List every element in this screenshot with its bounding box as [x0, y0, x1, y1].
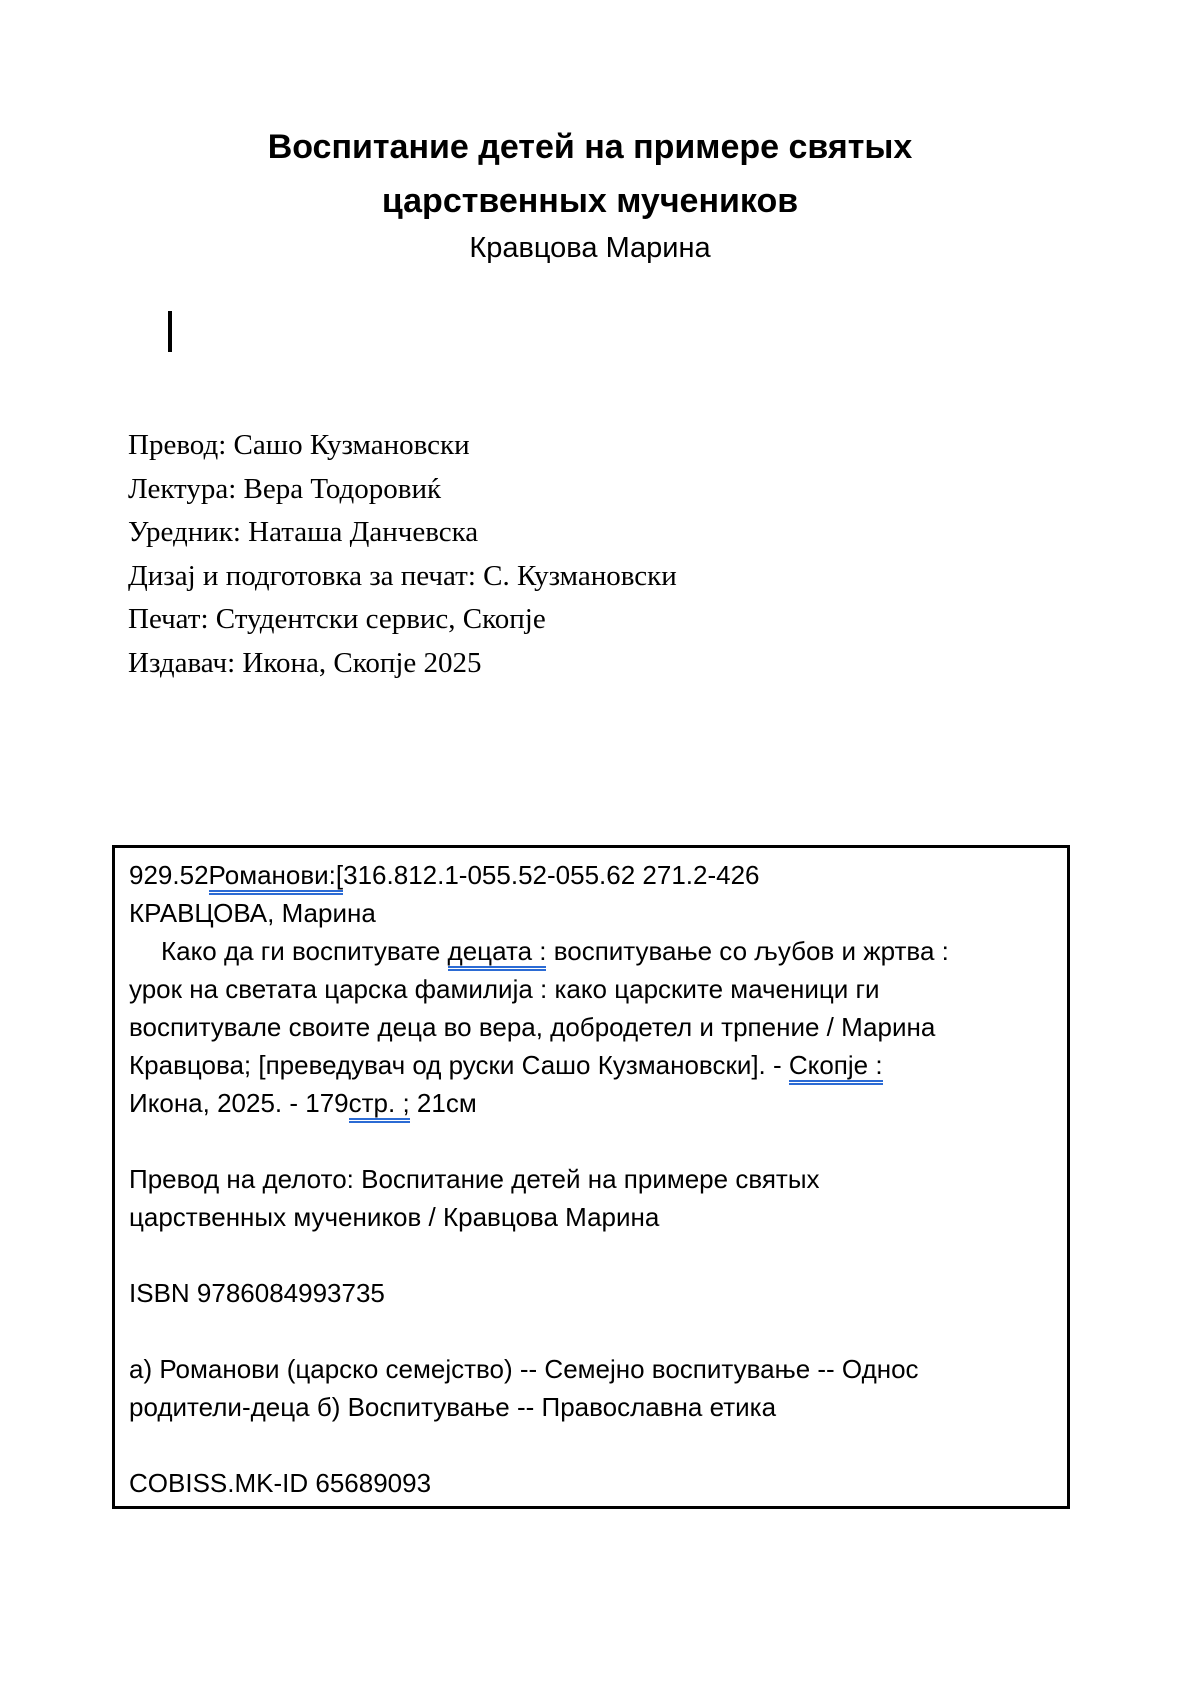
cip-text-segment: родители-деца б) Воспитување -- Православна етика: [129, 1392, 777, 1422]
credits-block: [128, 424, 1052, 685]
cip-text-segment: урок на светата царска фамилија : како царските маченици ги: [129, 974, 880, 1004]
cip-blank-line: [129, 1426, 1053, 1464]
cip-blank-line: [129, 1122, 1053, 1160]
cip-line: [129, 856, 1053, 894]
cip-text-segment: 316.812.1-055.52-055.62 271.2-426: [343, 860, 760, 890]
credit-line: Лектура: Вера Тодоровиќ: [128, 472, 442, 505]
document-author: Кравцова Марина: [469, 232, 711, 264]
cip-blank-line: [129, 1236, 1053, 1274]
cip-text-segment: Како да ги воспитувате: [161, 936, 448, 966]
cip-line: [129, 970, 1053, 1008]
cip-line: [129, 1160, 1053, 1198]
document-title-line-1: Воспитание детей на примере святых: [267, 128, 913, 166]
cip-line: [129, 1350, 1053, 1388]
cip-text-segment: воспитување со љубов и жртва :: [546, 936, 949, 966]
cip-record-box: [112, 845, 1070, 1509]
cip-text-segment: ISBN 9786084993735: [129, 1278, 385, 1308]
cip-line: [129, 1464, 1053, 1502]
grammar-underlined-text: стр. ;: [349, 1088, 410, 1123]
cip-line: [129, 1008, 1053, 1046]
cip-text-segment: воспитувале своите деца во вера, добродетел и трпение / Марина: [129, 1012, 936, 1042]
cip-text-segment: Кравцова; [преведувач од руски Сашо Кузмановски]. -: [129, 1050, 789, 1080]
cip-text-segment: а) Романови (царско семејство) -- Семејно воспитување -- Однос: [129, 1354, 919, 1384]
cip-line: [129, 1388, 1053, 1426]
credit-line: Издавач: Икона, Скопје 2025: [128, 646, 482, 679]
cip-blank-line: [129, 1312, 1053, 1350]
cip-text-segment: царственных мучеников / Кравцова Марина: [129, 1202, 660, 1232]
title-block: [128, 120, 1052, 269]
credit-line: Уредник: Наташа Данчевска: [128, 516, 479, 548]
grammar-underlined-text: Романови:[: [209, 860, 344, 895]
grammar-underlined-text: децата :: [448, 936, 547, 971]
grammar-underlined-text: Скопје :: [789, 1050, 883, 1085]
cip-text-segment: КРАВЦОВА, Марина: [129, 898, 376, 928]
credit-line: Дизај и подготовка за печат: С. Кузмановски: [128, 559, 677, 592]
credit-line: Превод: Сашо Кузмановски: [128, 429, 470, 461]
document-title-line-2: царственных мучеников: [381, 182, 799, 220]
cip-line: [129, 932, 1053, 970]
cip-line: [129, 1274, 1053, 1312]
credit-line: Печат: Студентски сервис, Скопје: [128, 603, 546, 635]
cip-text-segment: COBISS.MK-ID 65689093: [129, 1468, 432, 1498]
cip-line: [129, 1046, 1053, 1084]
cip-line: [129, 1198, 1053, 1236]
cip-line: [129, 894, 1053, 932]
cip-text-segment: Превод на делото: Воспитание детей на примере святых: [129, 1164, 820, 1194]
cip-line: [129, 1084, 1053, 1122]
cip-text-segment: 21см: [409, 1088, 477, 1118]
text-cursor: [168, 311, 172, 352]
cip-text-segment: Икона, 2025. - 179: [129, 1088, 349, 1118]
cip-text-segment: 929.52: [129, 860, 209, 890]
